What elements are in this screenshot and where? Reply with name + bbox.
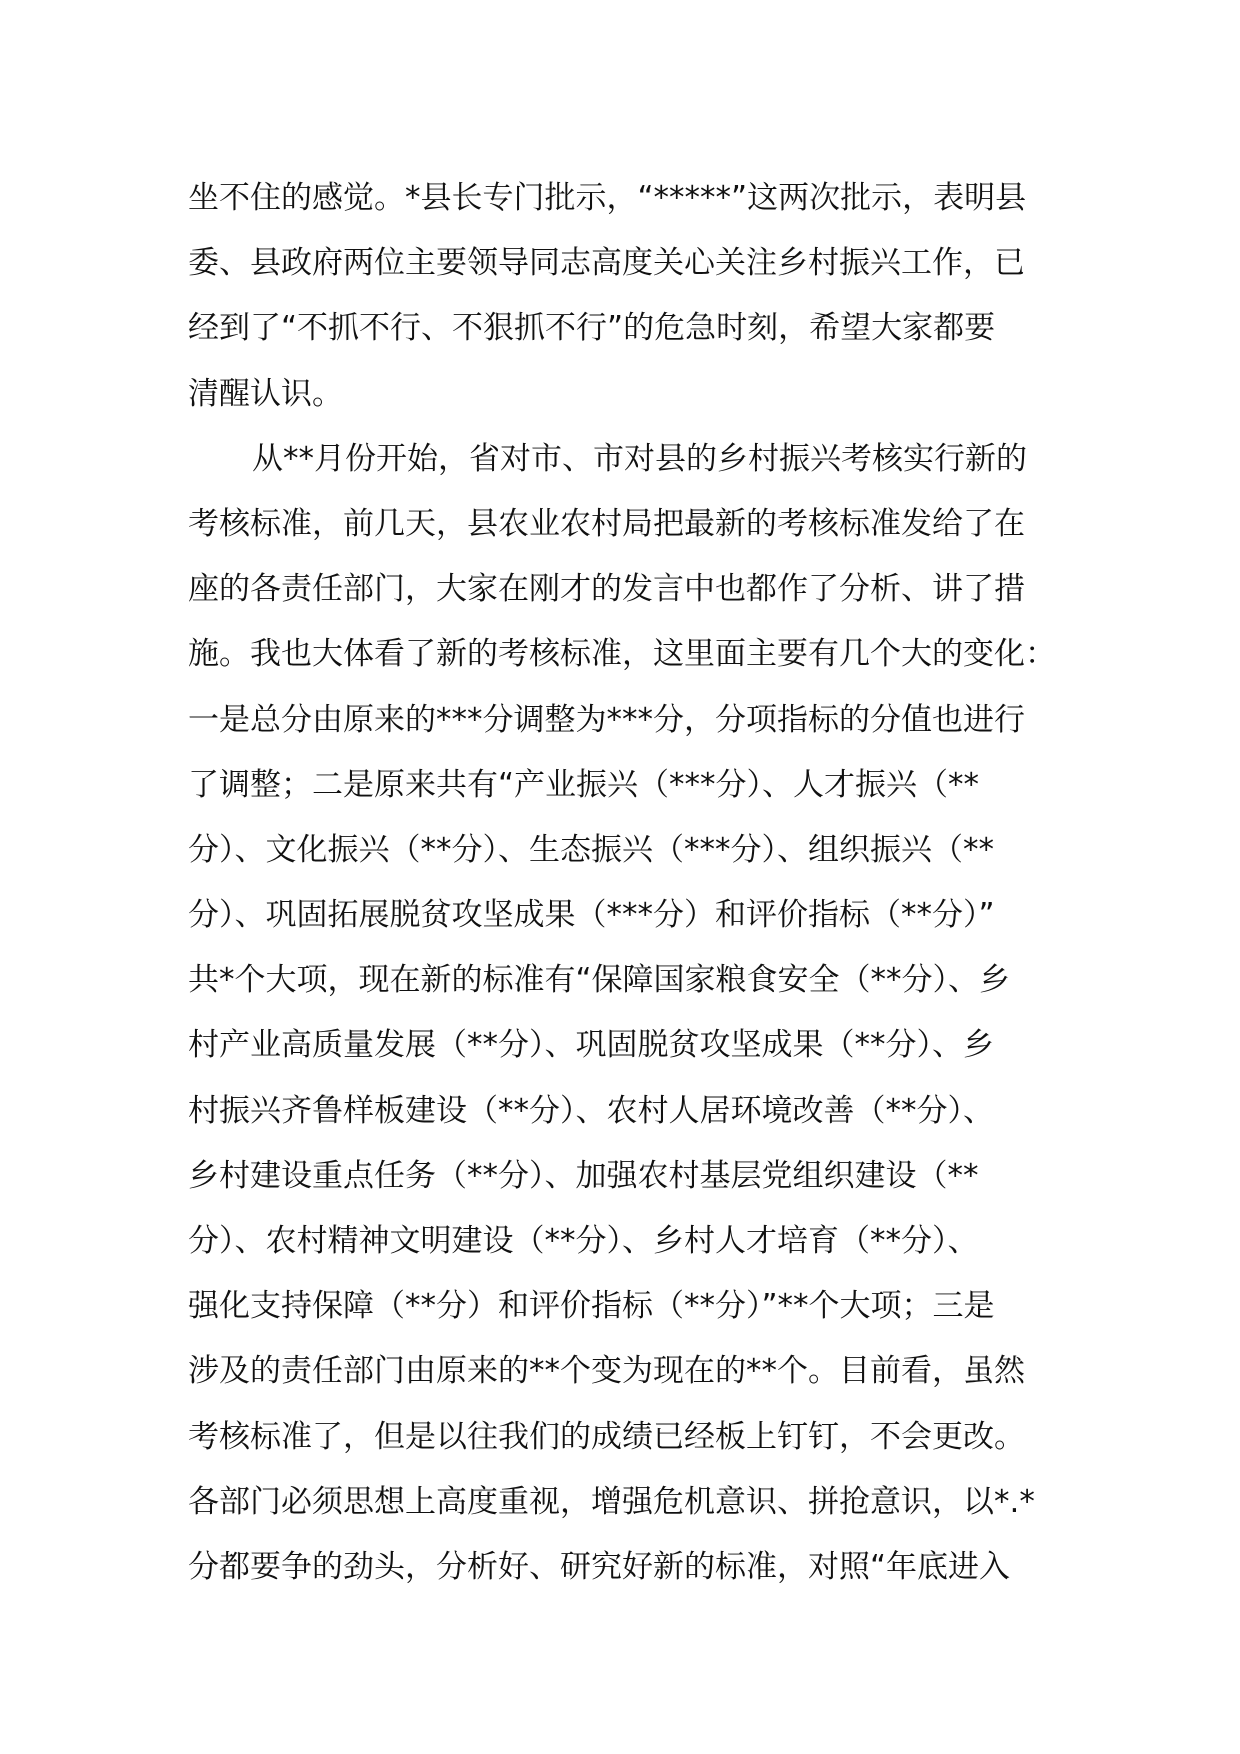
text-line: 施。我也大体看了新的考核标准，这里面主要有几个大的变化： [188, 636, 1056, 673]
text-line: 清醒认识。 [188, 375, 343, 412]
text-line: 村产业高质量发展（**分）、巩固脱贫攻坚成果（**分）、乡 [188, 1027, 994, 1064]
text-line: 分）、文化振兴（**分）、生态振兴（***分）、组织振兴（** [188, 831, 994, 868]
text-line: 乡村建设重点任务（**分）、加强农村基层党组织建设（** [188, 1157, 979, 1194]
text-line: 涉及的责任部门由原来的**个变为现在的**个。目前看，虽然 [188, 1353, 1025, 1390]
text-line: 从**月份开始，省对市、市对县的乡村振兴考核实行新的 [252, 440, 1027, 477]
text-line: 了调整；二是原来共有“产业振兴（***分）、人才振兴（** [188, 766, 980, 803]
text-line: 一是总分由原来的***分调整为***分，分项指标的分值也进行 [188, 701, 1025, 738]
text-line: 考核标准了，但是以往我们的成绩已经板上钉钉，不会更改。 [188, 1418, 1025, 1455]
paragraph-2 [188, 427, 1058, 1600]
text-line: 分都要争的劲头，分析好、研究好新的标准，对照“年底进入 [188, 1548, 1011, 1585]
text-line: 考核标准，前几天，县农业农村局把最新的考核标准发给了在 [188, 505, 1025, 542]
text-line: 强化支持保障（**分）和评价指标（**分）”**个大项；三是 [188, 1288, 995, 1325]
document-body [188, 166, 1058, 1600]
text-line: 分）、巩固拓展脱贫攻坚成果（***分）和评价指标（**分）” [188, 897, 995, 934]
text-line: 委、县政府两位主要领导同志高度关心关注乡村振兴工作，已 [188, 245, 1025, 282]
text-line: 各部门必须思想上高度重视，增强危机意识、拼抢意识，以*.* [188, 1483, 1035, 1520]
text-line: 共*个大项，现在新的标准有“保障国家粮食安全（**分）、乡 [188, 962, 1011, 999]
text-line: 分）、农村精神文明建设（**分）、乡村人才培育（**分）、 [188, 1223, 979, 1259]
text-line: 座的各责任部门，大家在刚才的发言中也都作了分析、讲了措 [188, 571, 1025, 608]
text-line: 村振兴齐鲁样板建设（**分）、农村人居环境改善（**分）、 [188, 1092, 994, 1129]
text-line: 坐不住的感觉。*县长专门批示，“*****”这两次批示，表明县 [188, 180, 1027, 216]
paragraph-1 [188, 166, 1058, 427]
text-line: 经到了“不抓不行、不狠抓不行”的危急时刻，希望大家都要 [188, 310, 996, 347]
